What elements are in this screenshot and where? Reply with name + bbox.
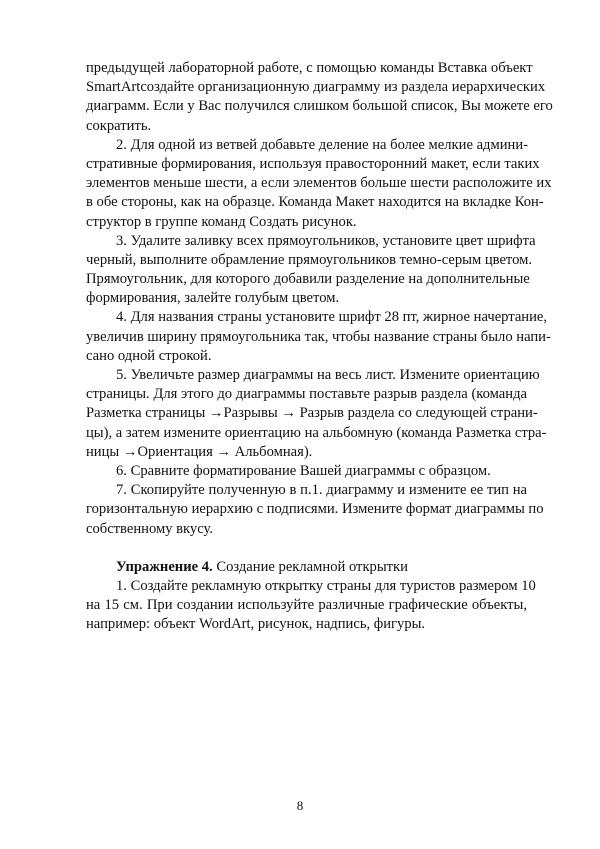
paragraph-1 (86, 59, 553, 136)
text-line: например: объект WordArt, рисунок, надпись, фигуры. (86, 616, 426, 633)
body-text (86, 59, 553, 635)
text-line: стративные формирования, используя правосторонний макет, если таких (86, 155, 540, 172)
text-line: Разметка страницы →Разрывы → Разрыв раздела со следующей страни- (86, 405, 538, 422)
exercise-4 (86, 558, 536, 635)
paragraph-6 (86, 462, 527, 481)
text-line: на 15 см. При создании используйте различные графические объекты, (86, 597, 527, 614)
exercise-heading (86, 558, 527, 577)
paragraph-7 (86, 481, 544, 539)
text-line: сано одной строкой. (86, 347, 212, 364)
text-line: 1. Создайте рекламную открытку страны для туристов размером 10 (116, 578, 536, 595)
paragraph-3 (86, 232, 536, 309)
text-line: структор в группе команд Создать рисунок. (86, 213, 357, 230)
paragraph-gap (86, 539, 527, 558)
exercise-heading-label: Упражнение 4. (116, 558, 213, 575)
text-line: ницы →Ориентация → Альбомная). (86, 443, 313, 460)
text-line: 6. Сравните форматирование Вашей диаграммы с образцом. (116, 462, 491, 479)
text-line: черный, выполните обрамление прямоугольников темно-серым цветом. (86, 251, 533, 268)
text-line: Прямоугольник, для которого добавили разделение на дополнительные (86, 271, 530, 288)
text-line: предыдущей лабораторной работе, с помощью команды Вставка объект (86, 60, 533, 76)
text-line: страницы. Для этого до диаграммы поставьте разрыв раздела (команда (86, 386, 527, 403)
text-line: элементов меньше шести, а если элементов больше шести расположите их (86, 175, 552, 192)
paragraph-4 (86, 308, 551, 366)
text-line: увеличив ширину прямоугольника так, чтобы название страны было напи- (86, 328, 551, 345)
paragraph-5 (86, 366, 547, 462)
text-line: сократить. (86, 117, 152, 134)
text-line: 7. Скопируйте полученную в п.1. диаграмму и измените ее тип на (116, 482, 527, 499)
text-line: 5. Увеличьте размер диаграммы на весь лист. Измените ориентацию (116, 367, 540, 383)
text-line: формирования, залейте голубым цветом. (86, 290, 340, 307)
text-line: цы), а затем измените ориентацию на альбомную (команда Разметка стра- (86, 424, 547, 441)
text-line: собственному вкусу. (86, 520, 213, 537)
text-line: 4. Для названия страны установите шрифт 28 пт, жирное начертание, (116, 309, 548, 326)
text-line: SmartArtсоздайте организационную диаграмму из раздела иерархических (86, 79, 546, 96)
text-line: горизонтальную иерархию с подписями. Измените формат диаграммы по (86, 501, 544, 518)
text-line: 3. Удалите заливку всех прямоугольников, установите цвет шрифта (116, 232, 536, 249)
paragraph-2 (86, 136, 552, 232)
text-line: 2. Для одной из ветвей добавьте деление на более мелкие админи- (116, 136, 529, 153)
page-number: 8 (296, 798, 304, 813)
text-line: в обе стороны, как на образце. Команда Макет находится на вкладке Кон- (86, 194, 544, 211)
text-line: диаграмм. Если у Вас получился слишком большой список, Вы можете его (86, 98, 553, 115)
exercise-heading-title: Создание рекламной открытки (212, 558, 408, 575)
